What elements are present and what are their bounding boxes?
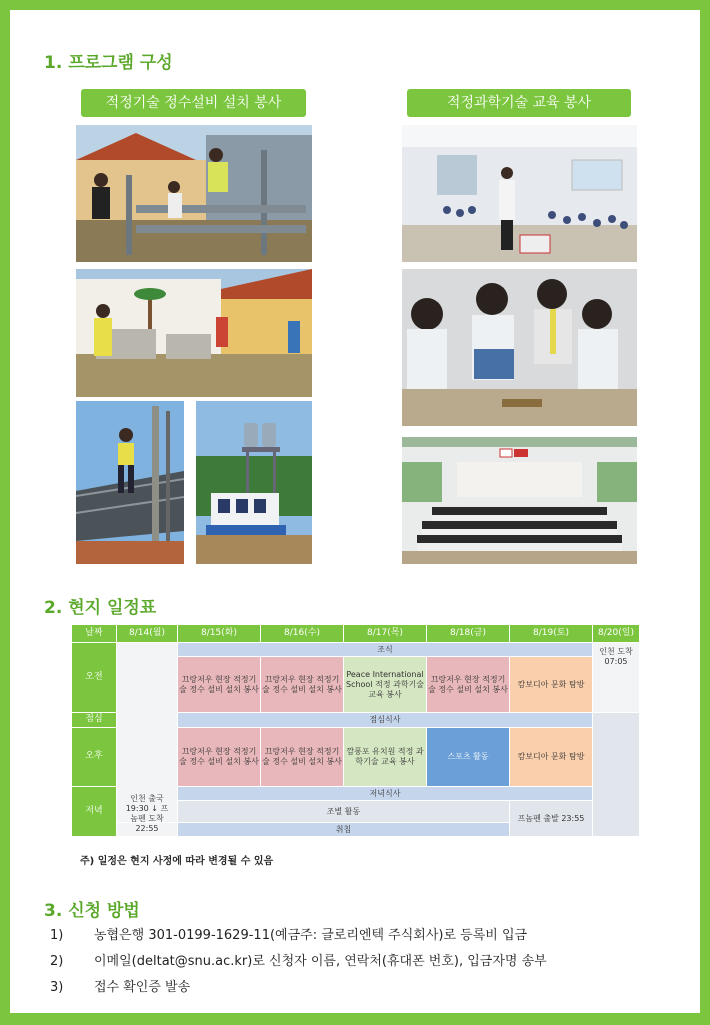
section-title-program: 1. 프로그램 구성 xyxy=(44,53,173,73)
afternoon-activity: 끄랑저우 현장 적정기술 정수 설비 설치 봉사 xyxy=(261,728,344,787)
apply-step xyxy=(50,950,547,969)
header-day: 8/16(수) xyxy=(261,625,344,643)
photo-mural-wall-site xyxy=(76,269,312,397)
apply-step-number: 2) xyxy=(50,954,64,969)
arrival-incheon: 인천 도착 07:05 xyxy=(593,643,640,713)
photo-students-experiment xyxy=(402,269,637,426)
row-label-lunch: 점심 xyxy=(72,713,117,728)
schedule-table xyxy=(71,624,640,837)
program-left-title: 적정기술 정수설비 설치 봉사 xyxy=(81,89,306,117)
lunch-cell: 점심식사 xyxy=(178,713,593,728)
photo-water-facility-construction xyxy=(76,125,312,262)
row-label-afternoon: 오후 xyxy=(72,728,117,787)
photo-group-photo-hall xyxy=(402,437,637,564)
night-activity-cell: 조별 활동 xyxy=(178,801,510,823)
section-title-apply: 3. 신청 방법 xyxy=(44,901,140,921)
breakfast-cell: 조식 xyxy=(178,643,593,657)
morning-activity: 끄랑저우 현장 적정기술 정수 설비 설치 봉사 xyxy=(427,657,510,713)
morning-activity: 끄랑저우 현장 적정기술 정수 설비 설치 봉사 xyxy=(178,657,261,713)
row-label-evening: 저녁 xyxy=(72,787,117,837)
phnom-penh-departure: 프놈펜 출발 23:55 xyxy=(510,801,593,837)
header-day: 8/17(목) xyxy=(344,625,427,643)
page xyxy=(10,10,700,1013)
afternoon-activity: 캄보디아 문화 탐방 xyxy=(510,728,593,787)
photo-water-tower-facility xyxy=(196,401,312,564)
apply-step-number: 3) xyxy=(50,980,64,995)
departure-text: 인천 출국 19:30 ↓ 프놈펜 도착 22:55 xyxy=(125,794,169,833)
apply-step-text: 농협은행 301-0199-1629-11(예금주: 글로리엔텍 주식회사)로 등록비 입금 xyxy=(94,928,528,943)
photo-worker-on-scaffold xyxy=(76,401,184,564)
header-day: 8/14(월) xyxy=(117,625,178,643)
morning-activity: Peace International School 적정 과학기술 교육 봉사 xyxy=(344,657,427,713)
apply-step xyxy=(50,976,190,995)
photo-classroom-teaching xyxy=(402,125,637,262)
header-day: 8/19(토) xyxy=(510,625,593,643)
departure-cell xyxy=(117,794,178,837)
apply-step xyxy=(50,924,527,943)
morning-activity: 끄랑저우 현장 적정기술 정수 설비 설치 봉사 xyxy=(261,657,344,713)
apply-step-text: 이메일(deltat@snu.ac.kr)로 신청자 이름, 연락처(휴대폰 번호), 입금자명 송부 xyxy=(94,954,547,969)
header-date: 날짜 xyxy=(72,625,117,643)
afternoon-activity: 끄랑저우 현장 적정기술 정수 설비 설치 봉사 xyxy=(178,728,261,787)
morning-activity: 캄보디아 문화 탐방 xyxy=(510,657,593,713)
header-day: 8/15(화) xyxy=(178,625,261,643)
row-label-morning: 오전 xyxy=(72,643,117,713)
afternoon-activity: 스포츠 활동 xyxy=(427,728,510,787)
apply-step-text: 접수 확인증 발송 xyxy=(94,980,191,995)
afternoon-activity: 깜퐁포 유치원 적정 과학기술 교육 봉사 xyxy=(344,728,427,787)
header-day: 8/18(금) xyxy=(427,625,510,643)
apply-step-number: 1) xyxy=(50,928,64,943)
section-title-schedule: 2. 현지 일정표 xyxy=(44,598,157,618)
dinner-cell: 저녁식사 xyxy=(178,787,593,801)
program-right-title: 적정과학기술 교육 봉사 xyxy=(407,89,631,117)
sleep-cell: 취침 xyxy=(178,823,510,837)
header-day: 8/20(일) xyxy=(593,625,640,643)
schedule-note: 주) 일정은 현지 사정에 따라 변경될 수 있음 xyxy=(80,856,274,867)
